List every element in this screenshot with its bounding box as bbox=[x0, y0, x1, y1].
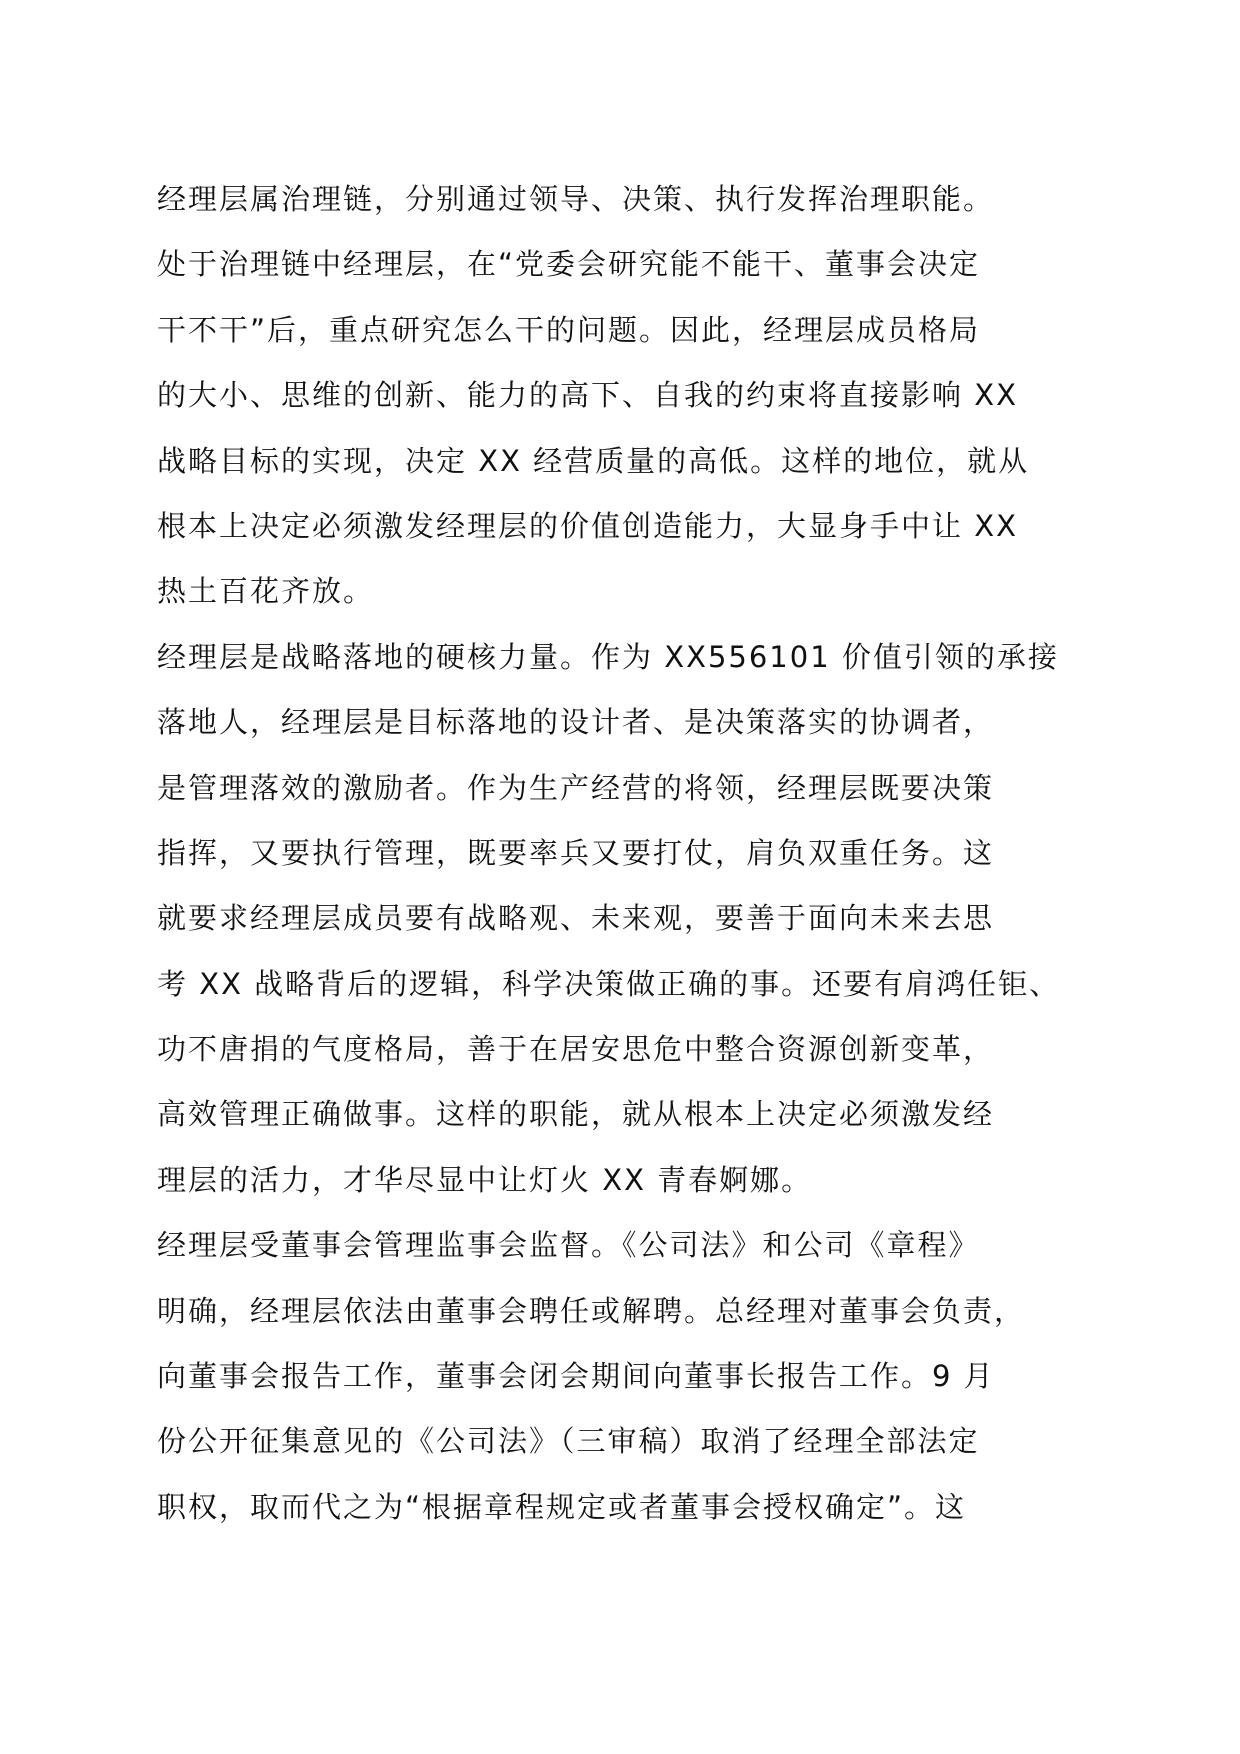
text-line-13: 考 XX 战略背后的逻辑，科学决策做正确的事。还要有肩鸿任钜、 bbox=[157, 966, 1061, 1001]
text-line-6: 根本上决定必须激发经理层的价值创造能力，大显身手中让 XX bbox=[157, 508, 1018, 543]
text-line-3: 干不干”后，重点研究怎么干的问题。因此，经理层成员格局 bbox=[157, 312, 981, 347]
text-line-9: 落地人，经理层是目标落地的设计者、是决策落实的协调者， bbox=[157, 705, 995, 740]
text-line-11: 指挥，又要执行管理，既要率兵又要打仗，肩负双重任务。这 bbox=[157, 835, 995, 870]
text-line-14: 功不唐捐的气度格局，善于在居安思危中整合资源创新变革， bbox=[157, 1032, 995, 1067]
text-line-15: 高效管理正确做事。这样的职能，就从根本上决定必须激发经 bbox=[157, 1097, 995, 1132]
text-line-20: 份公开征集意见的《公司法》（三审稿）取消了经理全部法定 bbox=[157, 1424, 980, 1459]
text-line-18: 明确，经理层依法由董事会聘任或解聘。总经理对董事会负责， bbox=[157, 1293, 1026, 1328]
text-line-21: 职权，取而代之为“根据章程规定或者董事会授权确定”。这 bbox=[157, 1489, 967, 1524]
body-text bbox=[157, 167, 1097, 1540]
text-line-17: 经理层受董事会管理监事会监督。《公司法》和公司《章程》 bbox=[157, 1228, 980, 1263]
text-line-7: 热土百花齐放。 bbox=[157, 574, 375, 609]
text-line-1: 经理层属治理链，分别通过领导、决策、执行发挥治理职能。 bbox=[157, 182, 995, 216]
text-line-8: 经理层是战略落地的硬核力量。作为 XX556101 价值引领的承接 bbox=[157, 639, 1059, 674]
text-line-10: 是管理落效的激励者。作为生产经营的将领，经理层既要决策 bbox=[157, 770, 995, 805]
text-line-4: 的大小、思维的创新、能力的高下、自我的约束将直接影响 XX bbox=[157, 378, 1018, 413]
text-line-12: 就要求经理层成员要有战略观、未来观，要善于面向未来去思 bbox=[157, 901, 995, 936]
text-line-19: 向董事会报告工作，董事会闭会期间向董事长报告工作。9 月 bbox=[157, 1359, 995, 1394]
text-line-16: 理层的活力，才华尽显中让灯火 XX 青春婀娜。 bbox=[157, 1162, 813, 1197]
text-line-2: 处于治理链中经理层，在“党委会研究能不能干、董事会决定 bbox=[157, 247, 981, 282]
text-line-5: 战略目标的实现，决定 XX 经营质量的高低。这样的地位，就从 bbox=[157, 443, 1030, 478]
